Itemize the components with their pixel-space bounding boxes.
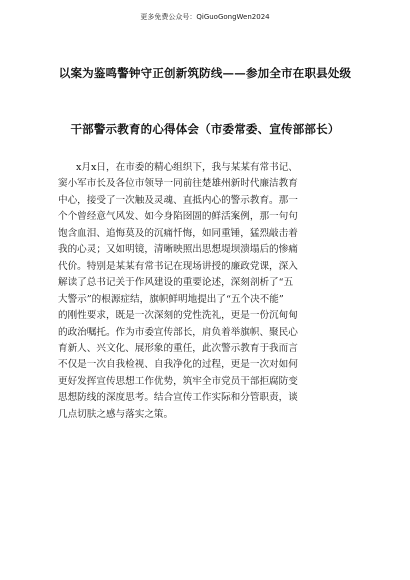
title-line-1: 以案为鉴鸣警钟守正创新筑防线——参加全市在职县处级: [58, 66, 352, 80]
body-line: 育新人、兴文化、展形象的重任，此次警示教育于我而言: [58, 342, 298, 354]
body-line: 解读了总书记关于作风建设的重要论述，深刻剖析了“五: [58, 277, 294, 289]
body-line: 代价。特别是某某有常书记在现场讲授的廉政党课，深入: [58, 260, 298, 272]
body-line: 中心，接受了一次触及灵魂、直抵内心的警示教育。那一: [58, 194, 298, 206]
body-line: 的刚性要求，既是一次深刻的党性洗礼，更是一份沉甸甸: [58, 310, 298, 322]
body-line: 的政治嘱托。作为市委宣传部长，肩负着举旗帜、聚民心: [58, 326, 298, 338]
body-text: [58, 160, 354, 423]
body-line: x月x日，在市委的精心组织下，我与某某有常书记、: [76, 162, 298, 173]
body-line: 大警示”的根源症结，旗帜鲜明地提出了“五个决不能”: [58, 293, 284, 305]
title-line-2: 干部警示教育的心得体会（市委常委、宣传部部长）: [70, 122, 340, 136]
body-line: 窦小军市长及各位市领导一同前往楚雄州新时代廉洁教育: [58, 178, 298, 190]
body-line: 思想防线的深度思考。结合宣传工作实际和分管职责，谈: [58, 392, 298, 404]
header-note: 更多免费公众号：QiGuoGongWen2024: [140, 13, 270, 21]
body-line: 我的心灵；又如明镜，清晰映照出思想堤坝溃塌后的惨痛: [58, 244, 298, 256]
body-line: 个个曾经意气风发、如今身陷囹圄的鲜活案例，那一句句: [58, 211, 298, 223]
body-line: 更好发挥宣传思想工作优势，筑牢全市党员干部拒腐防变: [58, 375, 298, 387]
body-line: 几点切肤之感与落实之策。: [58, 408, 174, 420]
body-line: 饱含血泪、追悔莫及的沉痛忏悔，如同重锤，猛烈敲击着: [58, 227, 298, 239]
body-line: 不仅是一次自我检视、自我净化的过程，更是一次对如何: [58, 359, 298, 371]
